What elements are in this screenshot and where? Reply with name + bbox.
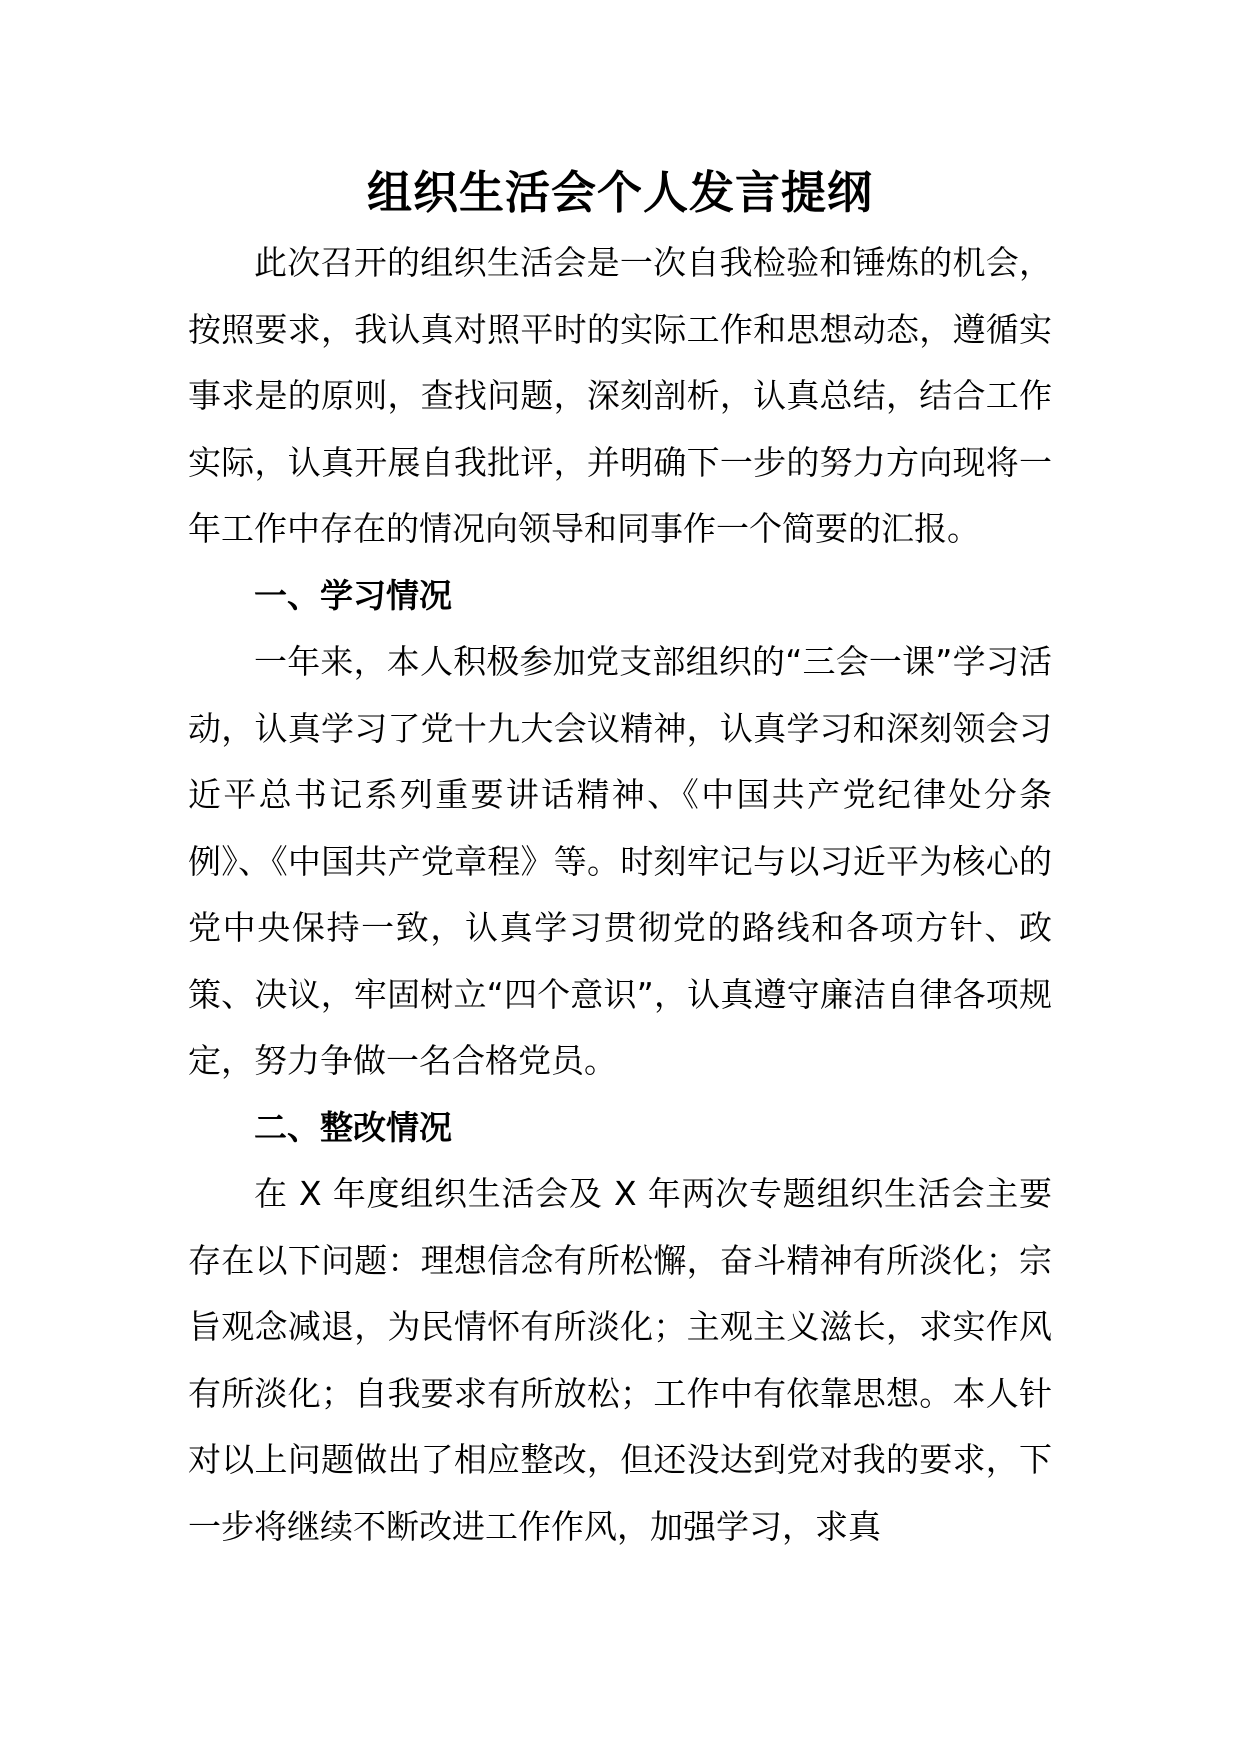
document-title: 组织生活会个人发言提纲 [366, 166, 873, 219]
section-rectification [188, 1095, 1052, 1561]
section-study [188, 563, 1052, 1095]
section-body-rectification: 在 X 年度组织生活会及 X 年两次专题组织生活会主要存在以下问题：理想信念有所松懈，奋斗精神有所淡化；宗旨观念减退，为民情怀有所淡化；主观主义滋长，求实作风有所淡化；自我要求有所放松；工作中有依靠思想。本人针对以上问题做出了相应整改，但还没达到党对我的要求，下一步将继续不断改进工作作风，加强学习，求真 [188, 1174, 1052, 1546]
intro-paragraph: 此次召开的组织生活会是一次自我检验和锤炼的机会，按照要求，我认真对照平时的实际工作和思想动态，遵循实事求是的原则，查找问题，深刻剖析，认真总结，结合工作实际，认真开展自我批评，并明确下一步的努力方向现将一年工作中存在的情况向领导和同事作一个简要的汇报。 [188, 243, 1052, 548]
section-body-study: 一年来，本人积极参加党支部组织的“三会一课”学习活动，认真学习了党十九大会议精神，认真学习和深刻领会习近平总书记系列重要讲话精神、《中国共产党纪律处分条例》、《中国共产党章程》等。时刻牢记与以习近平为核心的党中央保持一致，认真学习贯彻党的路线和各项方针、政策、决议，牢固树立“四个意识”，认真遵守廉洁自律各项规定，努力争做一名合格党员。 [188, 642, 1052, 1080]
section-heading-rectification: 二、整改情况 [254, 1107, 452, 1147]
section-heading-study: 一、学习情况 [254, 575, 452, 615]
